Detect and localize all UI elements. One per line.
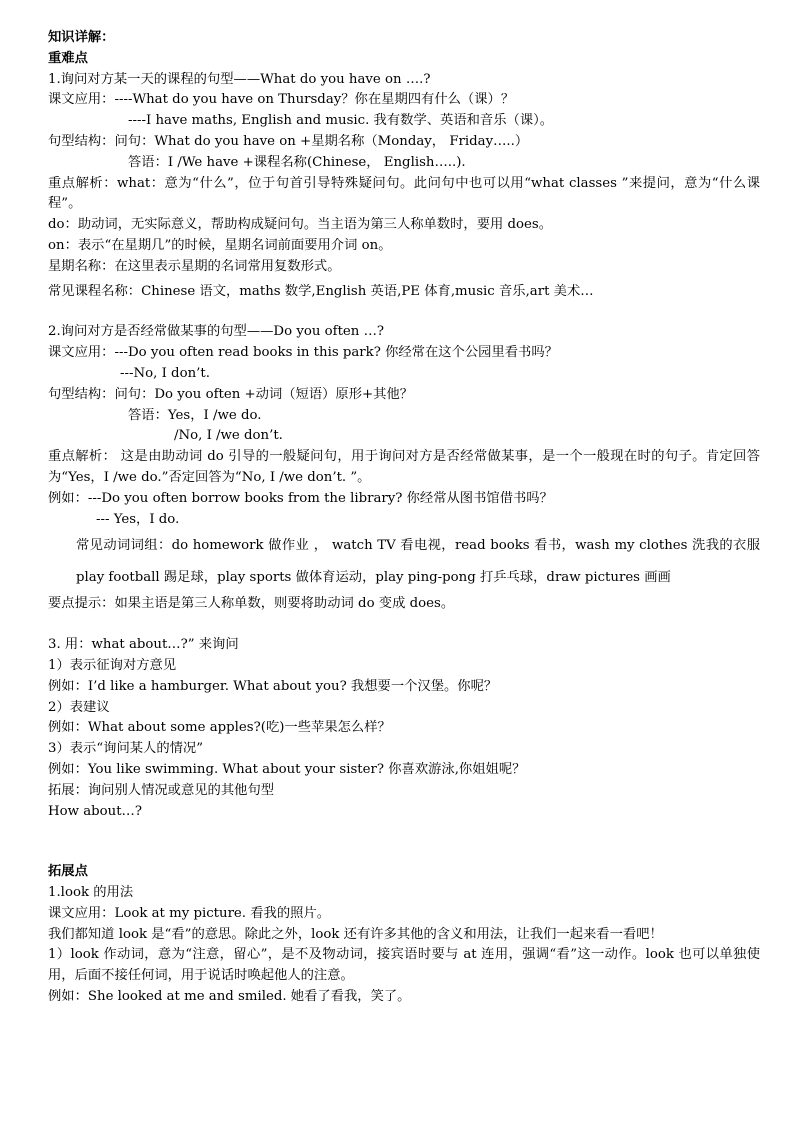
s1-analysis: 重点解析：what：意为“什么”，位于句首引导特殊疑问句。此问句中也可以用“what classes ”来提问，意为“什么课程”。 xyxy=(48,175,760,212)
s1-structure-question: 句型结构：问句：What do you have on +星期名称（Monday， Friday…..） xyxy=(48,133,529,149)
s3-point-3: 3）表示“询问某人的情况” xyxy=(48,741,204,757)
s3-point-2: 2）表建议 xyxy=(48,699,110,715)
s2-application-2: ---No, I don’t. xyxy=(120,365,210,381)
s4-point-1: 1）look 作动词，意为“注意，留心”，是不及物动词，接宾语时要与 at 连用，强调“看”这一动作。look 也可以单独使用，后面不接任何词，用于说话时唤起他人的注意。 xyxy=(48,947,760,984)
s2-analysis: 重点解析： 这是由助动词 do 引导的一般疑问句，用于询问对方是否经常做某事，是一个一般现在时的句子。肯定回答为“Yes，I /we do.”否定回答为“No, I /we don’t. ”。 xyxy=(48,449,760,485)
s3-example-1: 例如：I’d like a hamburger. What about you? 我想要一个汉堡。你呢？ xyxy=(48,678,498,694)
s2-tip: 要点提示：如果主语是第三人称单数，则要将助动词 do 变成 does。 xyxy=(48,596,455,612)
s3-point-1: 1）表示征询对方意见 xyxy=(48,657,177,673)
s1-title: 1.询问对方某一天的课程的句型——What do you have on ….? xyxy=(48,71,431,87)
s3-title: 3. 用：what about…?” 来询问 xyxy=(48,637,239,653)
s3-example-2: 例如：What about some apples?(吃)一些苹果怎么样？ xyxy=(48,720,391,736)
s3-example-3: 例如：You like swimming. What about your sister? 你喜欢游泳,你姐姐呢？ xyxy=(48,761,526,777)
s2-structure-answer-no: /No, I /we don’t. xyxy=(174,428,283,444)
s4-intro: 我们都知道 look 是“看”的意思。除此之外，look 还有许多其他的含义和用法，让我们一起来看一看吧！ xyxy=(48,926,663,942)
s4-example-1: 例如：She looked at me and smiled. 她看了看我，笑了。 xyxy=(48,989,411,1005)
s1-weekday-note: 星期名称：在这里表示星期的名词常用复数形式。 xyxy=(48,258,341,274)
s1-on-note: on：表示“在星期几”的时候，星期名词前面要用介词 on。 xyxy=(48,237,392,253)
section-title-key-points: 重难点 xyxy=(48,50,88,66)
s2-verb-phrases: 常见动词词组：do homework 做作业 ， watch TV 看电视，read books 看书，wash my clothes 洗我的衣服 play football 踢足球，play sports 做体育运动，play ping-pong 打乒乓球，draw pictures 画画 xyxy=(76,538,760,586)
s1-do-note: do：助动词，无实际意义，帮助构成疑问句。当主语为第三人称单数时，要用 does。 xyxy=(48,217,553,233)
s1-courses: 常见课程名称：Chinese 语文，maths 数学,English 英语,PE 体育,music 音乐,art 美术… xyxy=(48,283,594,299)
s1-application-1: 课文应用：----What do you have on Thursday？你在星期四有什么（课）？ xyxy=(48,92,515,108)
document-page xyxy=(48,28,760,1008)
s2-title: 2.询问对方是否经常做某事的句型——Do you often …? xyxy=(48,324,384,340)
s1-application-2: ----I have maths, English and music. 我有数学、英语和音乐（课）。 xyxy=(128,113,554,129)
s2-application-1: 课文应用：---Do you often read books in this park? 你经常在这个公园里看书吗？ xyxy=(48,345,558,361)
heading: 知识详解： xyxy=(48,30,115,45)
s4-application: 课文应用：Look at my picture. 看我的照片。 xyxy=(48,905,331,921)
s2-example-2: --- Yes，I do. xyxy=(96,511,180,527)
s3-how-about: How about…? xyxy=(48,803,142,819)
s3-extension: 拓展：询问别人情况或意见的其他句型 xyxy=(48,782,275,798)
section-title-extension: 拓展点 xyxy=(48,864,88,880)
s2-example-1: 例如：---Do you often borrow books from the library? 你经常从图书馆借书吗？ xyxy=(48,490,553,506)
s1-structure-answer: 答语：I /We have +课程名称(Chinese， English…..). xyxy=(128,154,466,170)
s4-title: 1.look 的用法 xyxy=(48,885,134,901)
s2-structure-answer-yes: 答语：Yes，I /we do. xyxy=(128,407,262,423)
s2-structure-question: 句型结构：问句：Do you often +动词（短语）原形+其他？ xyxy=(48,386,414,402)
